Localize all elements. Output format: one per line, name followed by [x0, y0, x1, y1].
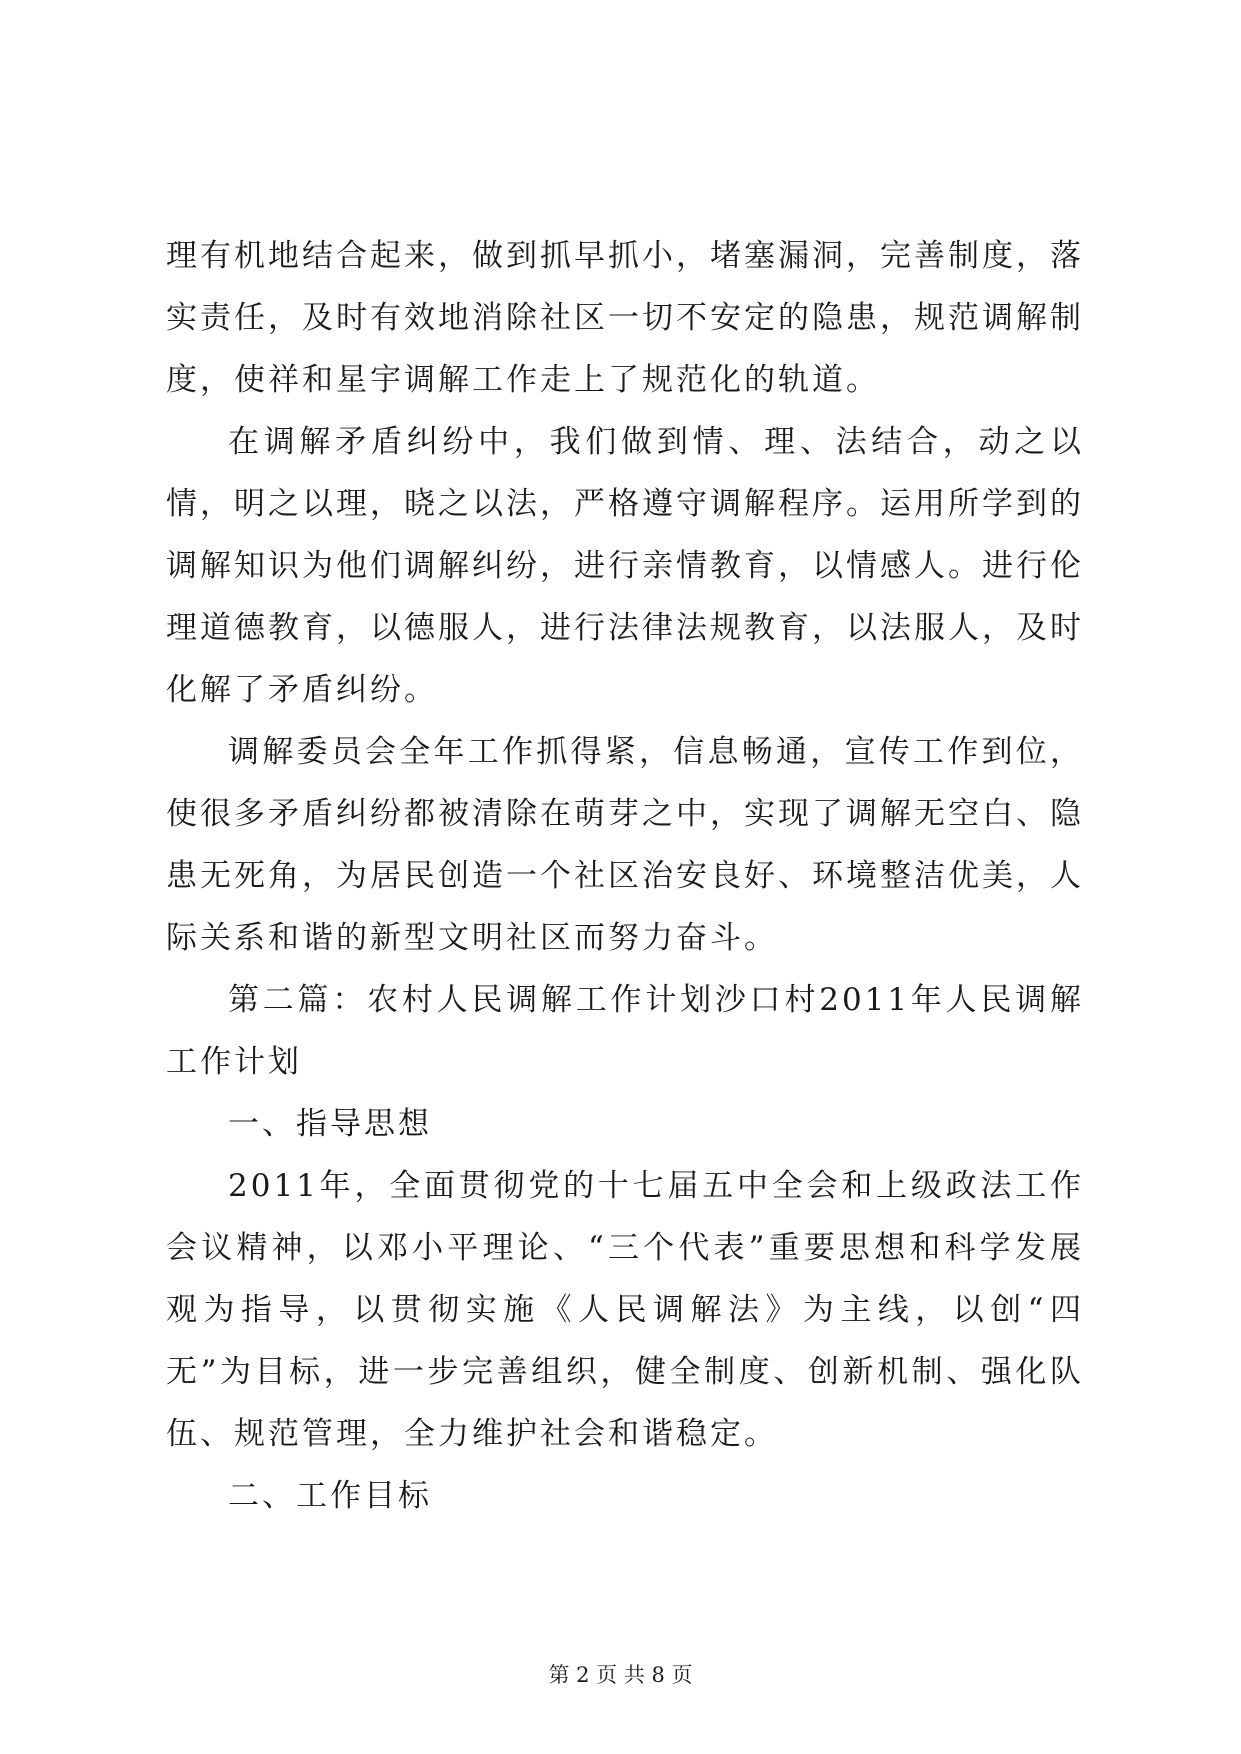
paragraph-3: 调解委员会全年工作抓得紧，信息畅通，宣传工作到位，使很多矛盾纠纷都被清除在萌芽之中，实现了调解无空白、隐患无死角，为居民创造一个社区治安良好、环境整洁优美，人际关系和谐的新型文明社区而努力奋斗。 [166, 734, 1084, 956]
heading-work-goals: 二、工作目标 [228, 1478, 432, 1514]
paragraph-2: 在调解矛盾纠纷中，我们做到情、理、法结合，动之以情，明之以理，晓之以法，严格遵守调解程序。运用所学到的调解知识为他们调解纠纷，进行亲情教育，以情感人。进行伦理道德教育，以德服人，进行法律法规教育，以法服人，及时化解了矛盾纠纷。 [166, 424, 1084, 708]
heading-guiding-ideology: 一、指导思想 [228, 1106, 432, 1142]
page-number-footer: 第 2 页 共 8 页 [548, 1663, 693, 1687]
paragraph-guiding-ideology: 2011年，全面贯彻党的十七届五中全会和上级政法工作会议精神，以邓小平理论、“三个代表”重要思想和科学发展观为指导，以贯彻实施《人民调解法》为主线，以创“四无”为目标，进一步完善组织，健全制度、创新机制、强化队伍、规范管理，全力维护社会和谐稳定。 [166, 1168, 1084, 1452]
paragraph-1: 理有机地结合起来，做到抓早抓小，堵塞漏洞，完善制度，落实责任，及时有效地消除社区一切不安定的隐患，规范调解制度，使祥和星宇调解工作走上了规范化的轨道。 [166, 238, 1084, 398]
section-title-part-two: 第二篇：农村人民调解工作计划沙口村2011年人民调解工作计划 [166, 982, 1084, 1080]
document-body [166, 225, 1084, 1527]
